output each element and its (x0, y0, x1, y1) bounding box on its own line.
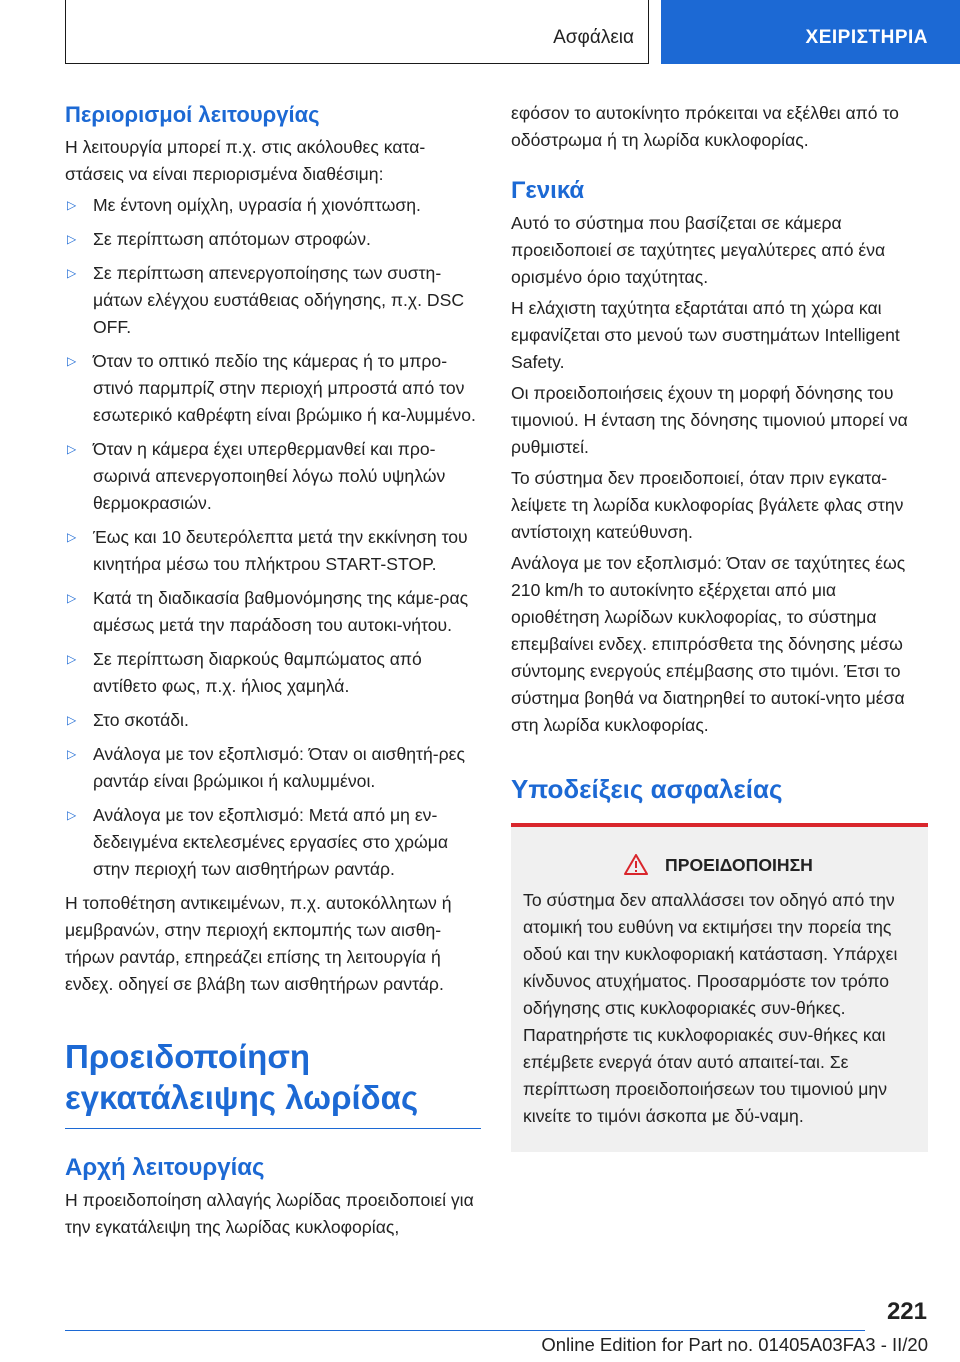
page-number: 221 (886, 1298, 927, 1325)
limits-intro: Η λειτουργία μπορεί π.χ. στις ακόλουθες κατα-στάσεις να είναι περιορισμένα διαθέσιμη: (65, 137, 426, 184)
warning-header (523, 853, 914, 881)
safety-heading: Υποδείξεις ασφαλείας (511, 774, 783, 804)
list-item: ▷ Σε περίπτωση διαρκούς θαμπώματος από αντίθετο φως, π.χ. ήλιος χαμηλά. (65, 646, 481, 700)
triangle-right-icon: ▷ (67, 198, 77, 212)
list-item: ▷ Κατά τη διαδικασία βαθμονόμησης της κάμε-ρας αμέσως μετά την παράδοση του αυτοκι-νήτου. (65, 585, 481, 639)
general-paragraph: Οι προειδοποιήσεις έχουν τη μορφή δόνησης του τιμονιού. Η ένταση της δόνησης τιμονιού μπορεί να ρυθμιστεί. (511, 383, 908, 457)
list-item: ▷ Σε περίπτωση απενεργοποίησης των συστη-μάτων ελέγχου ευστάθειας οδήγησης, π.χ. DSC OFF. (65, 260, 481, 341)
footer-edition: Online Edition for Part no. 01405A03FA3 - II/20 (541, 1334, 928, 1355)
warning-title: ΠΡΟΕΙΔΟΠΟΙΗΣΗ (665, 855, 813, 875)
general-paragraph: Ανάλογα με τον εξοπλισμό: Όταν σε ταχύτητες έως 210 km/h το αυτοκίνητο εξέρχεται από μια οριοθέτηση λωρίδων κυκλοφορίας, το σύστημα επεμβαίνει ενδεχ. επιπρόσθετα της δόνησης μέσω σύντομης ενεργούς επέμβασης στο τιμόνι. Έτσι το σύστημα βοηθά να διατηρηθεί το αυτοκί-νητο μέσα στη λωρίδα κυκλοφορίας. (511, 553, 906, 735)
limits-outro: Η τοποθέτηση αντικειμένων, π.χ. αυτοκόλλητων ή μεμβρανών, στην περιοχή εκπομπής των αισθη-τήρων ραντάρ, επηρεάζει επίσης τη λειτουργία ή ενδεχ. οδηγεί σε βλάβη των αισθητήρων ραντάρ. (65, 893, 452, 994)
principle-heading: Αρχή λειτουργίας (65, 1154, 265, 1181)
list-item: ▷ Στο σκοτάδι. (65, 707, 481, 734)
triangle-right-icon: ▷ (67, 591, 77, 605)
right-column (511, 100, 928, 1152)
header-section (65, 0, 649, 64)
general-paragraph: Το σύστημα δεν προειδοποιεί, όταν πριν εγκατα-λείψετε τη λωρίδα κυκλοφορίας βγάλετε φλας στην αντίστοιχη κατεύθυνση. (511, 468, 904, 542)
main-heading: Προειδοποίηση εγκατάλειψης λωρίδας (65, 1036, 481, 1129)
triangle-right-icon: ▷ (67, 747, 77, 761)
triangle-right-icon: ▷ (67, 442, 77, 456)
footer-divider (65, 1330, 865, 1331)
list-item: ▷ Όταν το οπτικό πεδίο της κάμερας ή το μπρο-στινό παρμπρίζ στην περιοχή μπροστά από τον εσωτερικό καθρέφτη είναι βρώμικο ή κα-λυμμένο. (65, 348, 481, 429)
triangle-right-icon: ▷ (67, 266, 77, 280)
triangle-right-icon: ▷ (67, 232, 77, 246)
general-paragraph: Αυτό το σύστημα που βασίζεται σε κάμερα προειδοποιεί σε ταχύτητες μεγαλύτερες από ένα ορισμένο όριο ταχύτητας. (511, 213, 886, 287)
warning-triangle-icon (624, 854, 648, 881)
triangle-right-icon: ▷ (67, 354, 77, 368)
list-item: ▷ Έως και 10 δευτερόλεπτα μετά την εκκίνηση του κινητήρα μέσω του πλήκτρου START-STOP. (65, 524, 481, 578)
triangle-right-icon: ▷ (67, 530, 77, 544)
limits-heading: Περιορισμοί λειτουργίας (65, 102, 320, 127)
left-column (65, 100, 481, 1245)
warning-box (511, 823, 928, 1152)
list-item: ▷ Ανάλογα με τον εξοπλισμό: Μετά από μη εν-δεδειγμένα εκτελεσμένες εργασίες στο χρώμα στην περιοχή των αισθητήρων ραντάρ. (65, 802, 481, 883)
triangle-right-icon: ▷ (67, 713, 77, 727)
limits-list (65, 192, 481, 883)
header-chapter-tab[interactable] (661, 0, 960, 64)
general-paragraph: Η ελάχιστη ταχύτητα εξαρτάται από τη χώρα και εμφανίζεται στο μενού των συστημάτων Intelligent Safety. (511, 298, 900, 372)
list-item: ▷ Σε περίπτωση απότομων στροφών. (65, 226, 481, 253)
list-item: ▷ Ανάλογα με τον εξοπλισμό: Όταν οι αισθητή-ρες ραντάρ είναι βρώμικοι ή καλυμμένοι. (65, 741, 481, 795)
warning-text: Το σύστημα δεν απαλλάσσει τον οδηγό από την ατομική του ευθύνη να εκτιμήσει την πορεία της οδού και την κυκλοφοριακή κατάσταση. Υπάρχει κίνδυνος ατυχήματος. Προσαρμόστε τον τρόπο οδήγησης στις κυκλοφοριακές συν-θήκες. Παρατηρήστε τις κυκλοφοριακές συν-θήκες και επέμβετε ενεργά όταν αυτό απαιτεί-ται. Σε περίπτωση προειδοποιήσεων του τιμονιού μην κινείτε το τιμόνι άσκοπα με δύ-ναμη. (523, 890, 898, 1126)
chapter-title: ΧΕΙΡΙΣΤΗΡΙΑ (805, 27, 928, 48)
section-title: Ασφάλεια (553, 27, 634, 48)
list-item: ▷ Με έντονη ομίχλη, υγρασία ή χιονόπτωση. (65, 192, 481, 219)
triangle-right-icon: ▷ (67, 808, 77, 822)
triangle-right-icon: ▷ (67, 652, 77, 666)
general-heading: Γενικά (511, 177, 585, 204)
continued-text: εφόσον το αυτοκίνητο πρόκειται να εξέλθει από το οδόστρωμα ή τη λωρίδα κυκλοφορίας. (511, 103, 899, 150)
principle-text: Η προειδοποίηση αλλαγής λωρίδας προειδοποιεί για την εγκατάλειψη της λωρίδας κυκλοφορίας, (65, 1190, 474, 1237)
list-item: ▷ Όταν η κάμερα έχει υπερθερμανθεί και προ-σωρινά απενεργοποιηθεί λόγω πολύ υψηλών θερμοκρασιών. (65, 436, 481, 517)
